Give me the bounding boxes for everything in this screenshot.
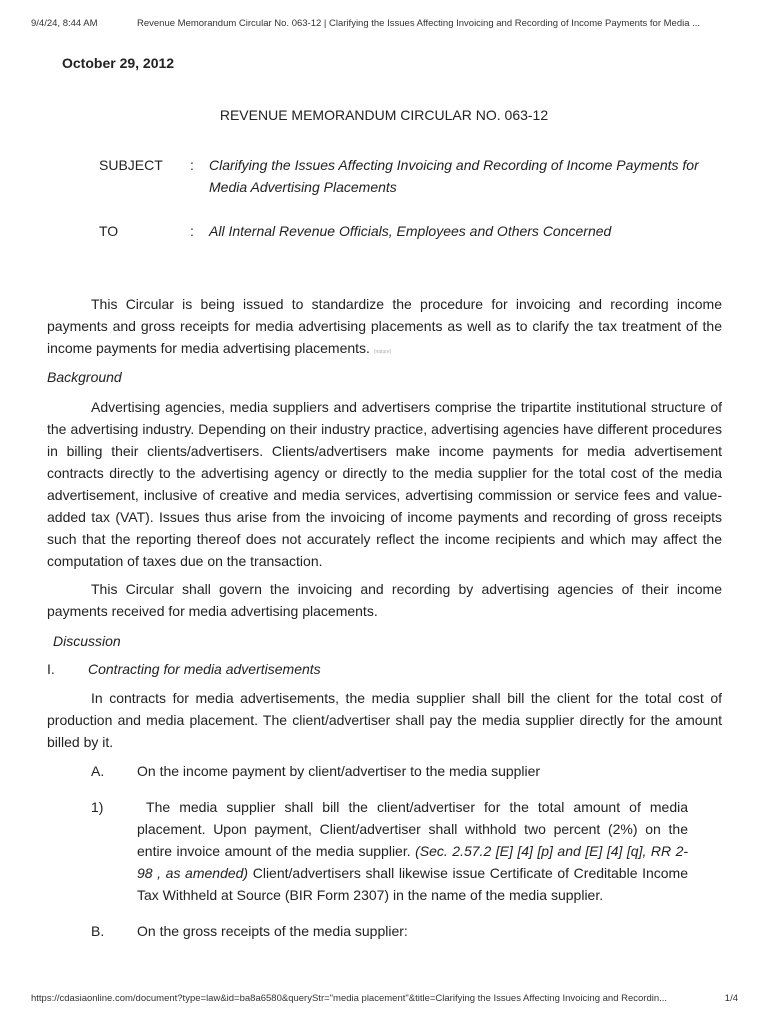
print-header	[31, 18, 738, 29]
background-paragraph: Advertising agencies, media suppliers and advertisers comprise the tripartite institutional structure of the advertising industry. Depending on their industry practice, advertising agencies have different procedures in billing their clients/advertisers. Clients/advertisers make income payments for media advertisement contracts directly to the advertising agency or directly to the media supplier for the total cost of the media advertisement, inclusive of creative and media services, advertising commission or service fees and value-added tax (VAT). Issues thus arise from the invoicing of income payments and recording of gross receipts such that the reporting thereof does not accurately reflect the income recipients and which may affect the computation of taxes due on the transaction.	[47, 399, 722, 569]
intro-footnote-marker: (nature)	[373, 349, 392, 355]
subject-colon: :	[190, 157, 194, 173]
item-1-marker: 1)	[91, 799, 104, 815]
govern-paragraph: This Circular shall govern the invoicing and recording by advertising agencies of their income payments received for media advertising placements.	[47, 581, 722, 619]
item-B-marker: B.	[91, 923, 105, 939]
background-heading: Background	[47, 369, 122, 385]
section-I-marker: I.	[47, 661, 55, 677]
print-footer	[31, 993, 738, 1004]
intro-paragraph-text: This Circular is being issued to standardize the procedure for invoicing and recording income payments and gross receipts for media advertising placements as well as to clarify the tax treatment of the income payments for media advertising placements.	[47, 296, 722, 356]
section-I-paragraph: In contracts for media advertisements, the media supplier shall bill the client for the total cost of production and media placement. The client/advertiser shall pay the media supplier directly for the amount billed by it.	[47, 690, 722, 750]
item-B-text: On the gross receipts of the media supplier:	[137, 923, 408, 939]
print-page-title: Revenue Memorandum Circular No. 063-12 | Clarifying the Issues Affecting Invoicing and Recording of Income Payments for Media ...	[137, 18, 701, 29]
print-datetime: 9/4/24, 8:44 AM	[31, 18, 98, 29]
item-A-marker: A.	[91, 763, 105, 779]
discussion-heading: Discussion	[53, 633, 121, 649]
to-value: All Internal Revenue Officials, Employees and Others Concerned	[209, 223, 612, 239]
subject-value: Clarifying the Issues Affecting Invoicing and Recording of Income Payments for Media Advertising Placements	[209, 157, 699, 195]
section-I-title: Contracting for media advertisements	[88, 661, 321, 677]
to-label: TO	[99, 223, 119, 239]
circular-title: REVENUE MEMORANDUM CIRCULAR NO. 063-12	[219, 107, 549, 123]
document-date: October 29, 2012	[62, 55, 175, 71]
page-indicator: 1/4	[724, 993, 738, 1004]
print-url[interactable]: https://cdasiaonline.com/document?type=law&id=ba8a6580&queryStr="media placement"&title=Clarifying the Issues Affecting Invoicing and Recordin...	[31, 993, 668, 1004]
intro-paragraph	[47, 293, 722, 363]
item-1-text	[137, 796, 688, 906]
item-A-text: On the income payment by client/advertiser to the media supplier	[137, 763, 541, 779]
item-1-text-a: The media supplier shall bill the client/advertiser for the total amount of media placement. Upon payment, Client/advertiser shall withhold two percent (2%) on the entire invoice amount of the media supplier.	[137, 799, 688, 859]
item-1-text-b: Client/advertisers shall likewise issue Certificate of Creditable Income Tax Withheld at Source (BIR Form 2307) in the name of the media supplier.	[137, 865, 688, 903]
to-colon: :	[190, 223, 194, 239]
item-1-citation: (Sec. 2.57.2 [E] [4] [p] and [E] [4] [q], RR 2-98 , as amended)	[137, 843, 689, 881]
subject-label: SUBJECT	[99, 157, 163, 173]
